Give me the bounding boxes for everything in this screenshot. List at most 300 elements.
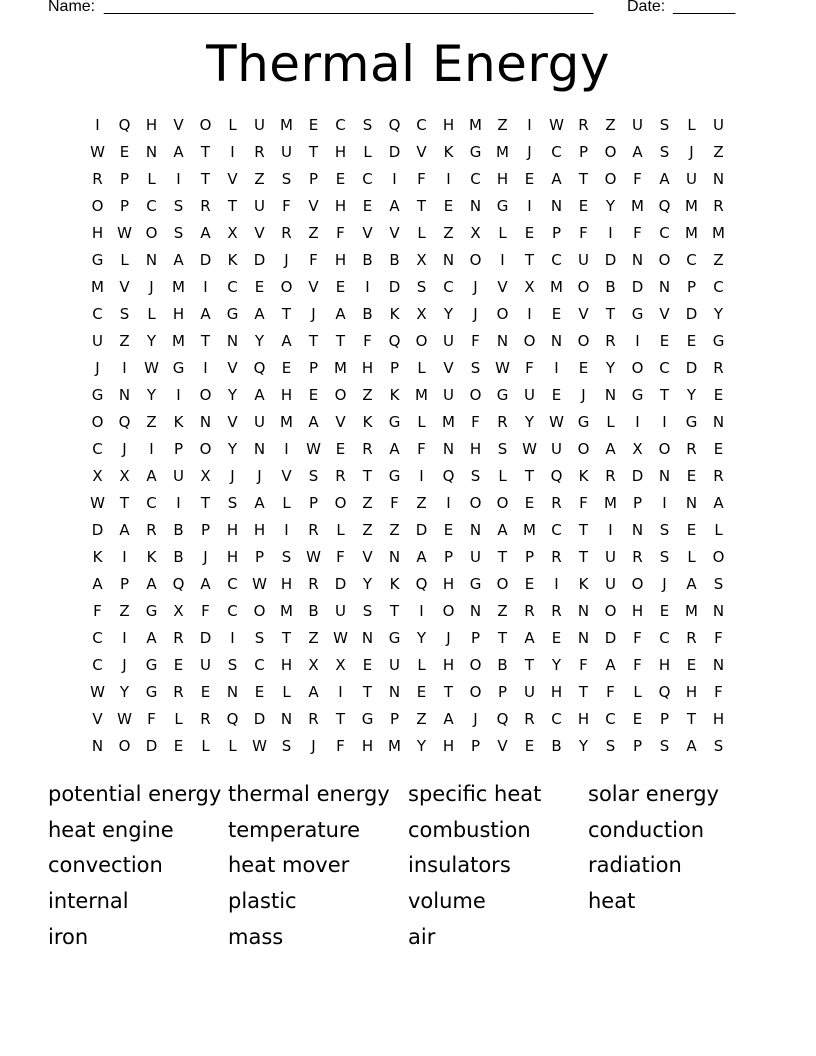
grid-letter[interactable]: F: [579, 656, 588, 674]
grid-letter[interactable]: U: [686, 170, 697, 188]
grid-letter[interactable]: E: [686, 467, 697, 485]
grid-letter[interactable]: N: [388, 683, 401, 701]
grid-letter[interactable]: L: [120, 251, 129, 269]
grid-letter[interactable]: C: [227, 575, 238, 593]
grid-letter[interactable]: J: [95, 359, 100, 377]
grid-letter[interactable]: A: [524, 629, 535, 647]
grid-letter[interactable]: R: [200, 710, 211, 728]
grid-letter[interactable]: P: [443, 548, 454, 566]
grid-letter[interactable]: H: [280, 575, 293, 593]
grid-letter[interactable]: Y: [686, 386, 697, 404]
grid-letter[interactable]: E: [335, 278, 346, 296]
grid-letter[interactable]: B: [497, 656, 508, 674]
grid-letter[interactable]: W: [306, 440, 321, 458]
grid-letter[interactable]: I: [608, 521, 613, 539]
grid-letter[interactable]: I: [392, 170, 397, 188]
grid-letter[interactable]: O: [469, 683, 482, 701]
grid-letter[interactable]: O: [496, 575, 509, 593]
grid-letter[interactable]: E: [416, 683, 427, 701]
grid-letter[interactable]: C: [605, 710, 616, 728]
grid-letter[interactable]: J: [527, 143, 532, 161]
grid-letter[interactable]: N: [361, 629, 374, 647]
grid-letter[interactable]: I: [338, 683, 343, 701]
grid-letter[interactable]: M: [631, 197, 644, 215]
grid-letter[interactable]: O: [91, 413, 104, 431]
grid-letter[interactable]: I: [149, 440, 154, 458]
grid-letter[interactable]: U: [389, 656, 400, 674]
grid-letter[interactable]: F: [417, 440, 426, 458]
grid-letter[interactable]: Z: [713, 143, 724, 161]
grid-letter[interactable]: R: [551, 548, 562, 566]
grid-letter[interactable]: R: [200, 197, 211, 215]
grid-letter[interactable]: A: [632, 143, 643, 161]
grid-letter[interactable]: E: [524, 170, 535, 188]
grid-letter[interactable]: X: [416, 251, 427, 269]
grid-letter[interactable]: O: [577, 440, 590, 458]
grid-letter[interactable]: C: [227, 602, 238, 620]
grid-letter[interactable]: O: [280, 278, 293, 296]
grid-letter[interactable]: C: [146, 197, 157, 215]
grid-letter[interactable]: J: [149, 278, 154, 296]
grid-letter[interactable]: N: [658, 467, 671, 485]
grid-letter[interactable]: A: [443, 710, 454, 728]
grid-letter[interactable]: T: [362, 467, 373, 485]
grid-letter[interactable]: C: [443, 278, 454, 296]
grid-letter[interactable]: I: [446, 170, 451, 188]
grid-letter[interactable]: I: [176, 494, 181, 512]
grid-letter[interactable]: F: [471, 413, 480, 431]
grid-letter[interactable]: C: [92, 656, 103, 674]
grid-letter[interactable]: I: [284, 521, 289, 539]
grid-letter[interactable]: W: [144, 359, 159, 377]
grid-letter[interactable]: B: [308, 602, 319, 620]
grid-letter[interactable]: I: [554, 359, 559, 377]
grid-letter[interactable]: C: [362, 170, 373, 188]
grid-letter[interactable]: E: [713, 440, 724, 458]
grid-letter[interactable]: B: [389, 251, 400, 269]
grid-letter[interactable]: U: [335, 602, 346, 620]
grid-letter[interactable]: T: [389, 602, 400, 620]
grid-letter[interactable]: P: [524, 548, 535, 566]
grid-letter[interactable]: G: [388, 467, 401, 485]
grid-letter[interactable]: I: [662, 494, 667, 512]
grid-letter[interactable]: A: [200, 575, 211, 593]
grid-letter[interactable]: O: [604, 602, 617, 620]
grid-letter[interactable]: U: [200, 656, 211, 674]
grid-letter[interactable]: N: [577, 602, 590, 620]
grid-letter[interactable]: C: [551, 521, 562, 539]
grid-letter[interactable]: I: [527, 305, 532, 323]
grid-letter[interactable]: R: [524, 602, 535, 620]
grid-letter[interactable]: S: [281, 737, 292, 755]
grid-letter[interactable]: F: [336, 224, 345, 242]
grid-letter[interactable]: E: [524, 494, 535, 512]
grid-letter[interactable]: D: [145, 737, 158, 755]
grid-letter[interactable]: H: [442, 575, 455, 593]
grid-letter[interactable]: O: [658, 251, 671, 269]
grid-letter[interactable]: L: [228, 116, 237, 134]
grid-letter[interactable]: V: [254, 224, 265, 242]
grid-letter[interactable]: H: [685, 683, 698, 701]
grid-letter[interactable]: I: [230, 143, 235, 161]
grid-letter[interactable]: N: [496, 332, 509, 350]
grid-letter[interactable]: F: [633, 224, 642, 242]
grid-letter[interactable]: A: [173, 251, 184, 269]
grid-letter[interactable]: F: [633, 656, 642, 674]
grid-letter[interactable]: A: [146, 575, 157, 593]
grid-letter[interactable]: A: [281, 332, 292, 350]
grid-letter[interactable]: I: [176, 170, 181, 188]
grid-letter[interactable]: R: [497, 413, 508, 431]
grid-letter[interactable]: K: [362, 413, 373, 431]
grid-letter[interactable]: P: [389, 710, 400, 728]
grid-letter[interactable]: G: [631, 386, 644, 404]
grid-letter[interactable]: A: [605, 440, 616, 458]
grid-letter[interactable]: C: [92, 440, 103, 458]
grid-letter[interactable]: M: [550, 278, 563, 296]
grid-letter[interactable]: C: [146, 494, 157, 512]
grid-letter[interactable]: F: [336, 737, 345, 755]
grid-letter[interactable]: G: [361, 710, 374, 728]
grid-letter[interactable]: Y: [605, 197, 616, 215]
grid-letter[interactable]: N: [712, 170, 725, 188]
grid-letter[interactable]: S: [416, 278, 427, 296]
grid-letter[interactable]: Z: [362, 521, 373, 539]
grid-letter[interactable]: S: [281, 170, 292, 188]
grid-letter[interactable]: V: [497, 737, 508, 755]
grid-letter[interactable]: E: [443, 197, 454, 215]
grid-letter[interactable]: L: [336, 521, 345, 539]
grid-letter[interactable]: H: [334, 197, 347, 215]
grid-letter[interactable]: U: [470, 548, 481, 566]
grid-letter[interactable]: A: [200, 224, 211, 242]
grid-letter[interactable]: Z: [389, 521, 400, 539]
grid-letter[interactable]: V: [362, 548, 373, 566]
grid-letter[interactable]: E: [443, 521, 454, 539]
grid-letter[interactable]: Y: [713, 305, 724, 323]
grid-letter[interactable]: D: [631, 467, 644, 485]
grid-letter[interactable]: Q: [442, 467, 455, 485]
grid-letter[interactable]: Z: [119, 332, 130, 350]
grid-letter[interactable]: D: [91, 521, 104, 539]
grid-letter[interactable]: T: [281, 305, 292, 323]
grid-letter[interactable]: D: [415, 521, 428, 539]
grid-letter[interactable]: H: [334, 251, 347, 269]
grid-letter[interactable]: I: [446, 494, 451, 512]
grid-letter[interactable]: K: [227, 251, 238, 269]
grid-letter[interactable]: D: [685, 305, 698, 323]
grid-letter[interactable]: P: [119, 197, 130, 215]
grid-letter[interactable]: U: [605, 548, 616, 566]
grid-letter[interactable]: Y: [578, 737, 589, 755]
grid-letter[interactable]: I: [500, 251, 505, 269]
grid-letter[interactable]: V: [497, 278, 508, 296]
grid-letter[interactable]: N: [442, 251, 455, 269]
grid-letter[interactable]: X: [632, 440, 643, 458]
grid-letter[interactable]: I: [635, 332, 640, 350]
grid-letter[interactable]: I: [122, 629, 127, 647]
grid-letter[interactable]: E: [686, 521, 697, 539]
grid-letter[interactable]: W: [252, 737, 267, 755]
grid-letter[interactable]: J: [446, 629, 451, 647]
grid-letter[interactable]: J: [581, 386, 586, 404]
grid-letter[interactable]: V: [362, 224, 373, 242]
grid-letter[interactable]: C: [335, 116, 346, 134]
grid-letter[interactable]: L: [282, 494, 291, 512]
grid-letter[interactable]: I: [122, 359, 127, 377]
grid-letter[interactable]: S: [713, 737, 724, 755]
grid-letter[interactable]: T: [443, 683, 454, 701]
grid-letter[interactable]: N: [388, 548, 401, 566]
grid-letter[interactable]: E: [524, 224, 535, 242]
grid-letter[interactable]: E: [659, 332, 670, 350]
grid-letter[interactable]: M: [604, 494, 617, 512]
grid-letter[interactable]: W: [90, 494, 105, 512]
grid-letter[interactable]: I: [527, 197, 532, 215]
grid-letter[interactable]: N: [118, 386, 131, 404]
grid-letter[interactable]: G: [631, 305, 644, 323]
grid-letter[interactable]: N: [145, 251, 158, 269]
grid-letter[interactable]: U: [443, 386, 454, 404]
grid-letter[interactable]: W: [117, 710, 132, 728]
grid-letter[interactable]: X: [308, 656, 319, 674]
grid-letter[interactable]: H: [631, 602, 644, 620]
grid-letter[interactable]: H: [226, 548, 239, 566]
grid-letter[interactable]: S: [173, 224, 184, 242]
grid-letter[interactable]: C: [713, 278, 724, 296]
grid-letter[interactable]: R: [605, 332, 616, 350]
grid-letter[interactable]: C: [686, 251, 697, 269]
grid-letter[interactable]: M: [685, 602, 698, 620]
grid-letter[interactable]: Q: [172, 575, 185, 593]
grid-letter[interactable]: R: [173, 629, 184, 647]
grid-letter[interactable]: O: [334, 494, 347, 512]
grid-letter[interactable]: F: [714, 683, 723, 701]
grid-letter[interactable]: O: [469, 494, 482, 512]
grid-letter[interactable]: Q: [658, 197, 671, 215]
grid-letter[interactable]: U: [578, 251, 589, 269]
grid-letter[interactable]: H: [361, 737, 374, 755]
grid-letter[interactable]: Y: [416, 737, 427, 755]
grid-letter[interactable]: E: [119, 143, 130, 161]
grid-letter[interactable]: A: [659, 170, 670, 188]
grid-letter[interactable]: R: [551, 494, 562, 512]
grid-letter[interactable]: R: [605, 467, 616, 485]
grid-letter[interactable]: N: [604, 386, 617, 404]
grid-letter[interactable]: E: [362, 656, 373, 674]
grid-letter[interactable]: X: [119, 467, 130, 485]
grid-letter[interactable]: J: [122, 656, 127, 674]
grid-letter[interactable]: N: [469, 521, 482, 539]
grid-letter[interactable]: S: [308, 467, 319, 485]
grid-letter[interactable]: L: [147, 170, 156, 188]
grid-letter[interactable]: O: [469, 656, 482, 674]
grid-letter[interactable]: S: [659, 737, 670, 755]
grid-letter[interactable]: S: [659, 116, 670, 134]
grid-letter[interactable]: N: [226, 332, 239, 350]
grid-letter[interactable]: H: [361, 359, 374, 377]
grid-letter[interactable]: X: [200, 467, 211, 485]
grid-letter[interactable]: J: [311, 737, 316, 755]
grid-letter[interactable]: I: [176, 386, 181, 404]
grid-letter[interactable]: X: [227, 224, 238, 242]
grid-letter[interactable]: E: [686, 332, 697, 350]
grid-letter[interactable]: R: [92, 170, 103, 188]
grid-letter[interactable]: E: [551, 386, 562, 404]
grid-letter[interactable]: A: [254, 386, 265, 404]
grid-letter[interactable]: D: [631, 278, 644, 296]
grid-letter[interactable]: E: [173, 656, 184, 674]
grid-letter[interactable]: E: [659, 602, 670, 620]
grid-letter[interactable]: D: [604, 251, 617, 269]
grid-letter[interactable]: V: [281, 467, 292, 485]
grid-letter[interactable]: R: [146, 521, 157, 539]
grid-letter[interactable]: T: [578, 170, 589, 188]
grid-letter[interactable]: N: [712, 656, 725, 674]
grid-letter[interactable]: O: [199, 440, 212, 458]
grid-letter[interactable]: T: [200, 170, 211, 188]
grid-letter[interactable]: R: [524, 710, 535, 728]
grid-letter[interactable]: U: [173, 467, 184, 485]
grid-letter[interactable]: C: [659, 629, 670, 647]
grid-letter[interactable]: J: [203, 548, 208, 566]
grid-letter[interactable]: Q: [118, 413, 131, 431]
grid-letter[interactable]: S: [281, 548, 292, 566]
grid-letter[interactable]: Z: [362, 386, 373, 404]
grid-letter[interactable]: H: [253, 521, 266, 539]
grid-letter[interactable]: J: [689, 143, 694, 161]
grid-letter[interactable]: T: [578, 548, 589, 566]
grid-letter[interactable]: P: [632, 737, 643, 755]
grid-letter[interactable]: S: [659, 548, 670, 566]
grid-letter[interactable]: F: [282, 197, 291, 215]
grid-letter[interactable]: L: [417, 359, 426, 377]
grid-letter[interactable]: J: [257, 467, 262, 485]
grid-letter[interactable]: S: [362, 602, 373, 620]
grid-letter[interactable]: V: [443, 359, 454, 377]
grid-letter[interactable]: F: [93, 602, 102, 620]
grid-letter[interactable]: A: [416, 548, 427, 566]
grid-letter[interactable]: T: [497, 629, 508, 647]
grid-letter[interactable]: A: [254, 305, 265, 323]
grid-letter[interactable]: A: [173, 143, 184, 161]
grid-letter[interactable]: R: [308, 521, 319, 539]
grid-letter[interactable]: K: [92, 548, 103, 566]
grid-letter[interactable]: F: [390, 494, 399, 512]
grid-letter[interactable]: R: [335, 467, 346, 485]
grid-letter[interactable]: T: [119, 494, 130, 512]
grid-letter[interactable]: V: [227, 413, 238, 431]
grid-letter[interactable]: W: [495, 359, 510, 377]
grid-letter[interactable]: F: [606, 683, 615, 701]
grid-letter[interactable]: A: [308, 413, 319, 431]
grid-letter[interactable]: P: [470, 629, 481, 647]
grid-letter[interactable]: R: [281, 224, 292, 242]
grid-letter[interactable]: P: [578, 143, 589, 161]
grid-letter[interactable]: F: [417, 170, 426, 188]
grid-letter[interactable]: S: [227, 494, 238, 512]
grid-letter[interactable]: T: [416, 197, 427, 215]
grid-letter[interactable]: U: [254, 413, 265, 431]
grid-letter[interactable]: P: [173, 440, 184, 458]
grid-letter[interactable]: E: [713, 386, 724, 404]
grid-letter[interactable]: C: [551, 143, 562, 161]
grid-letter[interactable]: K: [389, 305, 400, 323]
grid-letter[interactable]: V: [659, 305, 670, 323]
grid-letter[interactable]: D: [685, 359, 698, 377]
grid-letter[interactable]: O: [658, 440, 671, 458]
grid-letter[interactable]: D: [388, 278, 401, 296]
grid-letter[interactable]: O: [91, 197, 104, 215]
grid-letter[interactable]: K: [389, 386, 400, 404]
grid-letter[interactable]: Y: [146, 386, 157, 404]
grid-letter[interactable]: K: [389, 575, 400, 593]
grid-letter[interactable]: U: [524, 683, 535, 701]
grid-letter[interactable]: X: [524, 278, 535, 296]
grid-letter[interactable]: O: [496, 494, 509, 512]
grid-letter[interactable]: O: [442, 602, 455, 620]
grid-letter[interactable]: N: [226, 683, 239, 701]
grid-letter[interactable]: O: [631, 575, 644, 593]
grid-letter[interactable]: A: [686, 737, 697, 755]
grid-letter[interactable]: T: [524, 467, 535, 485]
grid-letter[interactable]: P: [551, 224, 562, 242]
grid-letter[interactable]: Z: [605, 116, 616, 134]
grid-letter[interactable]: I: [284, 440, 289, 458]
grid-letter[interactable]: A: [200, 305, 211, 323]
grid-letter[interactable]: F: [579, 224, 588, 242]
grid-letter[interactable]: W: [333, 629, 348, 647]
grid-letter[interactable]: T: [659, 386, 670, 404]
grid-letter[interactable]: O: [496, 305, 509, 323]
grid-letter[interactable]: Q: [496, 710, 509, 728]
grid-letter[interactable]: C: [92, 629, 103, 647]
grid-letter[interactable]: K: [443, 143, 454, 161]
grid-letter[interactable]: N: [550, 332, 563, 350]
grid-letter[interactable]: B: [605, 278, 616, 296]
grid-letter[interactable]: H: [280, 386, 293, 404]
grid-letter[interactable]: U: [605, 575, 616, 593]
grid-letter[interactable]: T: [578, 683, 589, 701]
grid-letter[interactable]: A: [389, 440, 400, 458]
grid-letter[interactable]: T: [227, 197, 238, 215]
grid-letter[interactable]: T: [497, 548, 508, 566]
grid-letter[interactable]: E: [551, 629, 562, 647]
grid-letter[interactable]: E: [308, 386, 319, 404]
grid-letter[interactable]: F: [633, 170, 642, 188]
grid-letter[interactable]: N: [712, 602, 725, 620]
grid-letter[interactable]: N: [469, 602, 482, 620]
grid-letter[interactable]: M: [523, 521, 536, 539]
grid-letter[interactable]: N: [712, 413, 725, 431]
grid-letter[interactable]: T: [281, 629, 292, 647]
grid-letter[interactable]: N: [91, 737, 104, 755]
grid-letter[interactable]: I: [662, 413, 667, 431]
grid-letter[interactable]: R: [362, 440, 373, 458]
grid-letter[interactable]: M: [388, 737, 401, 755]
grid-letter[interactable]: G: [145, 656, 158, 674]
grid-letter[interactable]: O: [577, 278, 590, 296]
grid-letter[interactable]: H: [442, 737, 455, 755]
grid-letter[interactable]: A: [254, 494, 265, 512]
grid-letter[interactable]: I: [635, 413, 640, 431]
grid-letter[interactable]: M: [496, 143, 509, 161]
grid-letter[interactable]: A: [551, 170, 562, 188]
grid-letter[interactable]: O: [577, 332, 590, 350]
grid-letter[interactable]: Q: [550, 467, 563, 485]
grid-letter[interactable]: H: [550, 683, 563, 701]
grid-letter[interactable]: L: [417, 224, 426, 242]
